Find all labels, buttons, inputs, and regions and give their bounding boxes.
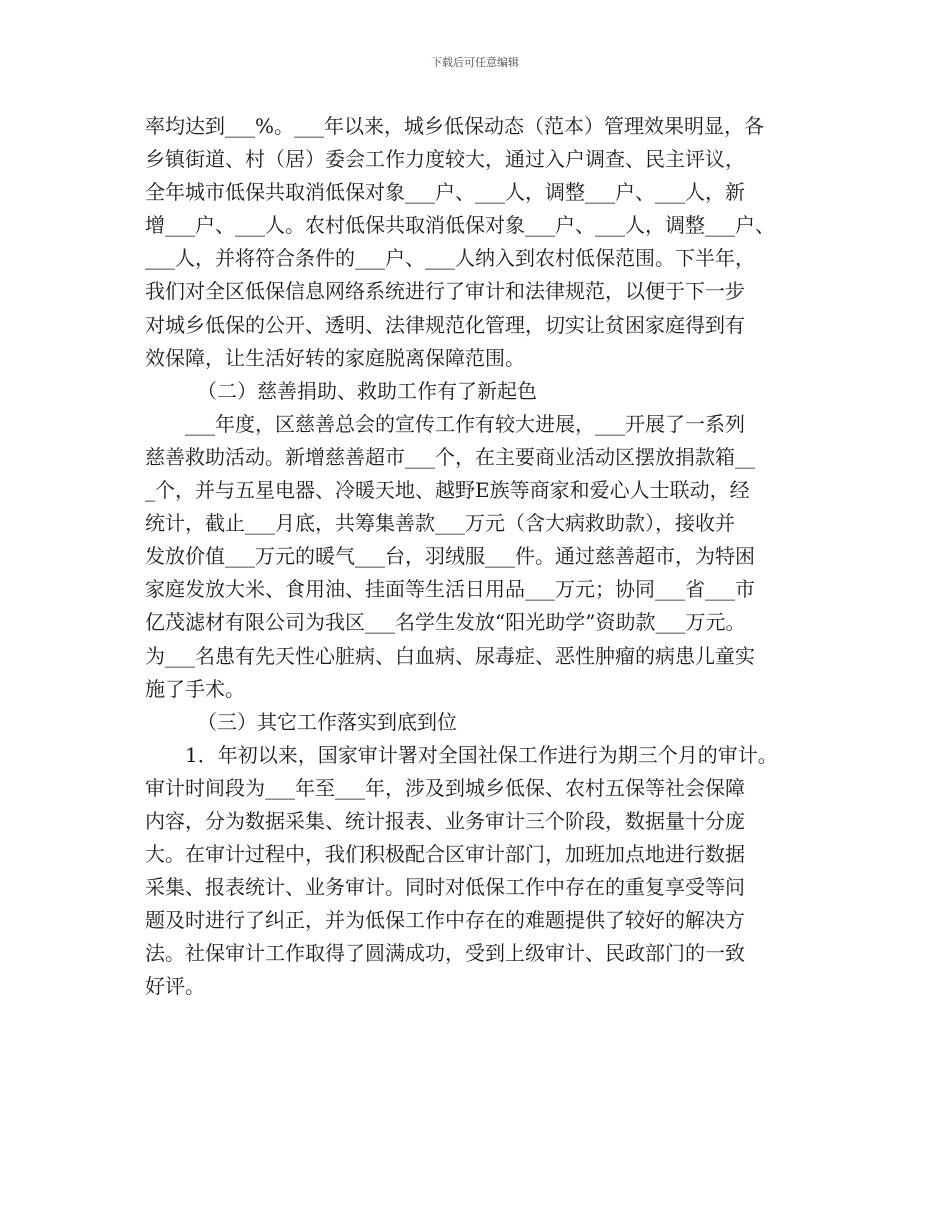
text-line: 家庭发放大米、食用油、挂面等生活日用品___万元；协同___省___市 xyxy=(145,577,755,602)
text-line: 慈善救助活动。新增慈善超市___个，在主要商业活动区摆放捐款箱__ xyxy=(145,444,755,469)
text-line: 施了手术。 xyxy=(145,676,245,701)
text-line: 好评。 xyxy=(145,974,205,999)
text-line: 全年城市低保共取消低保对象___户、___人，调整___户、___人，新 xyxy=(145,180,745,205)
text-line: 大。在审计过程中，我们积极配合区审计部门，加班加点地进行数据 xyxy=(145,842,745,867)
text-line: 亿茂滤材有限公司为我区___名学生发放“阳光助学”资助款___万元。 xyxy=(145,610,746,635)
section-heading: （二）慈善捐助、救助工作有了新起色 xyxy=(197,378,537,403)
text-line: 采集、报表统计、业务审计。同时对低保工作中存在的重复享受等问 xyxy=(145,875,745,900)
text-line: 效保障，让生活好转的家庭脱离保障范围。 xyxy=(145,345,525,370)
body-text xyxy=(145,110,815,1004)
text-line: ___年度，区慈善总会的宣传工作有较大进展，___开展了一系列 xyxy=(185,411,745,436)
text-line: 增___户、___人。农村低保共取消低保对象___户、___人，调整___户、 xyxy=(145,213,775,238)
header-note: 下载后可任意编辑 xyxy=(431,56,519,69)
text-line: _个，并与五星电器、冷暖天地、越野E族等商家和爱心人士联动，经 xyxy=(145,478,750,503)
text-line: 发放价值___万元的暖气___台，羽绒服___件。通过慈善超市，为特困 xyxy=(145,544,755,569)
text-line: 对城乡低保的公开、透明、法律规范化管理，切实让贫困家庭得到有 xyxy=(145,312,745,337)
text-line: 题及时进行了纠正，并为低保工作中存在的难题提供了较好的解决方 xyxy=(145,908,745,933)
text-line: 乡镇街道、村（居）委会工作力度较大，通过入户调查、民主评议， xyxy=(145,147,745,172)
text-line: 审计时间段为___年至___年，涉及到城乡低保、农村五保等社会保障 xyxy=(145,775,745,800)
text-line: 1．年初以来，国家审计署对全国社保工作进行为期三个月的审计。 xyxy=(185,742,778,767)
text-line: 统计，截止___月底，共筹集善款___万元（含大病救助款），接收并 xyxy=(145,511,735,536)
text-line: 我们对全区低保信息网络系统进行了审计和法律规范，以便于下一步 xyxy=(145,279,745,304)
text-line: 内容，分为数据采集、统计报表、业务审计三个阶段，数据量十分庞 xyxy=(145,808,745,833)
text-line: 率均达到___%。___年以来，城乡低保动态（范本）管理效果明显，各 xyxy=(145,114,765,138)
section-heading: （三）其它工作落实到底到位 xyxy=(197,709,457,734)
text-line: 法。社保审计工作取得了圆满成功，受到上级审计、民政部门的一致 xyxy=(145,941,745,966)
text-line: 为___名患有先天性心脏病、白血病、尿毒症、恶性肿瘤的病患儿童实 xyxy=(145,643,755,668)
text-line: ___人，并将符合条件的___户、___人纳入到农村低保范围。下半年， xyxy=(145,246,755,271)
